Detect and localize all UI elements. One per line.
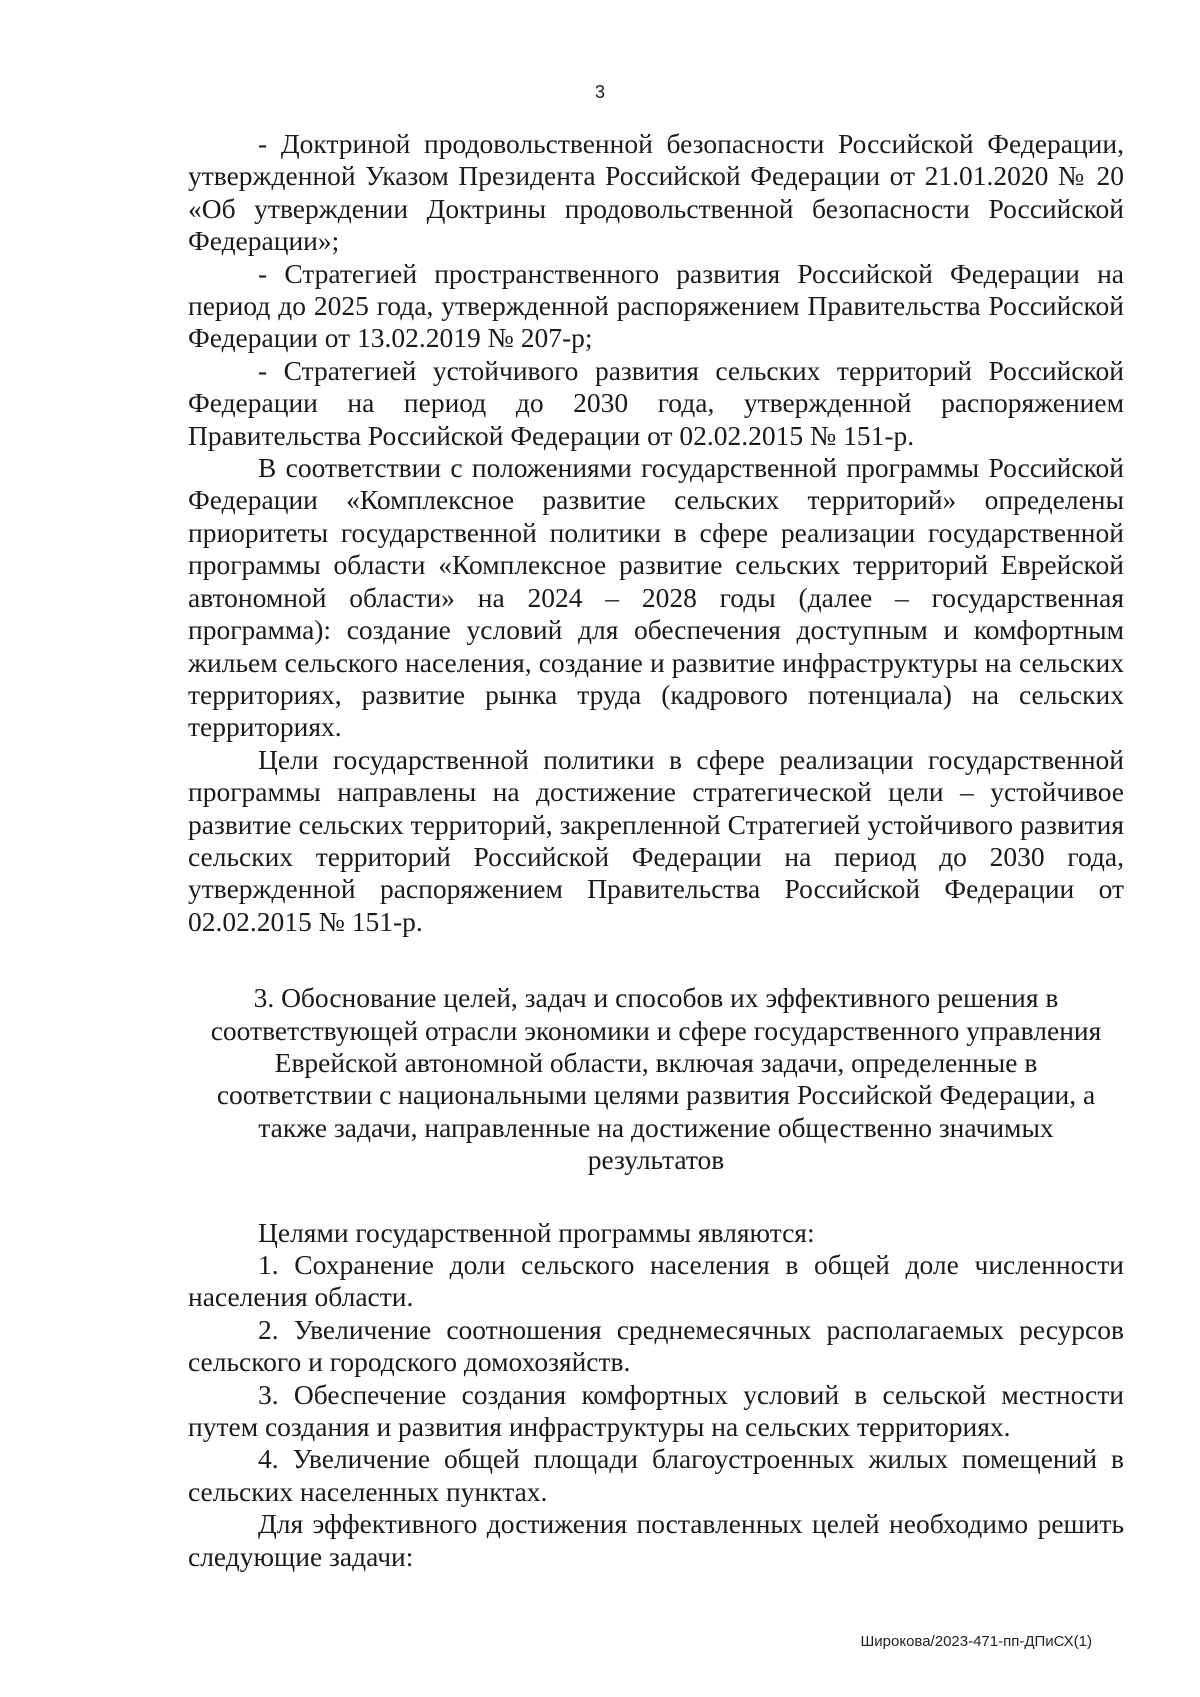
section-heading-line: также задачи, направленные на достижение общественно значимых: [258, 1111, 1054, 1143]
section-heading-line: 3. Обоснование целей, задач и способов их эффективного решения в: [253, 982, 1059, 1014]
document-body: [188, 128, 1124, 1573]
paragraph-rural-strategy: - Стратегией устойчивого развития сельских территорий Российской Федерации на период до 2030 года, утвержденной распоряжением Правительства Российской Федерации от 02.02.2015 № 151-р.: [188, 354, 1124, 451]
goal-item-3: 3. Обеспечение создания комфортных условий в сельской местности путем создания и развития инфраструктуры на сельских территориях.: [188, 1378, 1124, 1443]
goal-item-4: 4. Увеличение общей площади благоустроенных жилых помещений в сельских населенных пунктах.: [188, 1443, 1124, 1507]
paragraph-priorities: В соответствии с положениями государственной программы Российской Федерации «Комплексное развитие сельских территорий» определены приоритеты государственной политики в сфере реализации государственной программы области «Комплексное развитие сельских территорий Еврейской автономной области» на 2024 – 2028 годы (далее – государственная программа): создание условий для обеспечения доступным и комфортным жильем сельского населения, создание и развитие инфраструктуры на сельских территориях, развитие рынка труда (кадрового потенциала) на сельских территориях.: [188, 452, 1124, 743]
document-reference-code: Широкова/2023-471-пп-ДПиСХ(1): [860, 1633, 1092, 1650]
goal-item-2: 2. Увеличение соотношения среднемесячных располагаемых ресурсов сельского и городского домохозяйств.: [188, 1313, 1124, 1378]
section-heading-line: результатов: [587, 1144, 725, 1176]
paragraph-spatial-strategy: - Стратегией пространственного развития Российской Федерации на период до 2025 года, утвержденной распоряжением Правительства Российской Федерации от 13.02.2019 № 207-р;: [188, 257, 1124, 354]
section-heading-line: соответствии с национальными целями развития Российской Федерации, а: [216, 1079, 1096, 1111]
paragraph-goals-intro: Целями государственной программы являются:: [258, 1216, 815, 1248]
section-heading-line: Еврейской автономной области, включая задачи, определенные в: [274, 1046, 1038, 1078]
goal-item-1: 1. Сохранение доли сельского населения в общей доле численности населения области.: [188, 1249, 1124, 1313]
page-number: 3: [594, 82, 605, 102]
section-heading: [188, 982, 1124, 1176]
paragraph-tasks-intro: Для эффективного достижения поставленных целей необходимо решить следующие задачи:: [188, 1508, 1124, 1572]
paragraph-policy-goals: Цели государственной политики в сфере реализации государственной программы направлены на достижение стратегической цели – устойчивое развитие сельских территорий, закрепленной Стратегией устойчивого развития сельских территорий Российской Федерации на период до 2030 года, утвержденной распоряжением Правительства Российской Федерации от 02.02.2015 № 151-р.: [188, 743, 1124, 937]
paragraph-doctrine: - Доктриной продовольственной безопасности Российской Федерации, утвержденной Указом Президента Российской Федерации от 21.01.2020 № 20 «Об утверждении Доктрины продовольственной безопасности Российской Федерации»;: [188, 128, 1124, 257]
section-heading-line: соответствующей отрасли экономики и сфере государственного управления: [210, 1014, 1102, 1046]
